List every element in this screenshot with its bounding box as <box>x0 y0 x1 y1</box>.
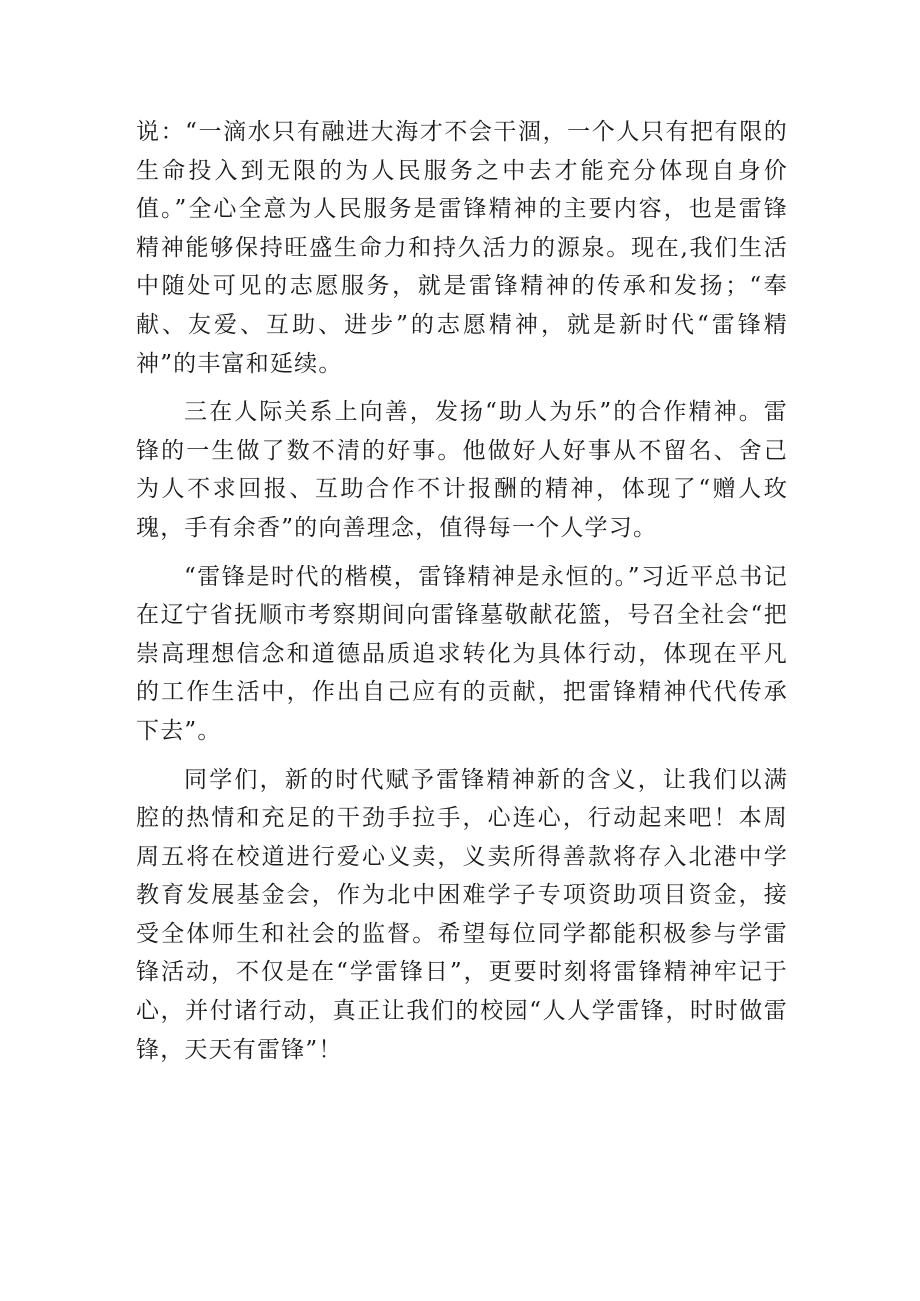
paragraph-call-to-action: 同学们，新的时代赋予雷锋精神新的含义，让我们以满腔的热情和充足的干劲手拉手，心连心，行动起来吧！本周周五将在校道进行爱心义卖，义卖所得善款将存入北港中学教育发展基金会，作为北中困难学子专项资助项目资金，接受全体师生和社会的监督。希望每位同学都能积极参与学雷锋活动，不仅是在“学雷锋日”，更要时刻将雷锋精神牢记于心，并付诸行动，真正让我们的校园“人人学雷锋，时时做雷锋，天天有雷锋”！ <box>136 766 788 1063</box>
paragraph-interpersonal: 三在人际关系上向善，发扬“助人为乐”的合作精神。雷锋的一生做了数不清的好事。他做好人好事从不留名、舍己为人不求回报、互助合作不计报酬的精神，体现了“赠人玫瑰，手有余香”的向善理念，值得每一个人学习。 <box>136 399 788 541</box>
paragraph-xi-quote: “雷锋是时代的楷模，雷锋精神是永恒的。”习近平总书记在辽宁省抚顺市考察期间向雷锋墓敬献花篮，号召全社会“把崇高理想信念和道德品质追求转化为具体行动，体现在平凡的工作生活中，作出自己应有的贡献，把雷锋精神代代传承下去”。 <box>136 563 788 744</box>
document-body <box>136 113 788 1079</box>
paragraph-continuation: 说：“一滴水只有融进大海才不会干涸，一个人只有把有限的生命投入到无限的为人民服务之中去才能充分体现自身价值。”全心全意为人民服务是雷锋精神的主要内容，也是雷锋精神能够保持旺盛生命力和持久活力的源泉。现在,我们生活中随处可见的志愿服务，就是雷锋精神的传承和发扬；“奉献、友爱、互助、进步”的志愿精神，就是新时代“雷锋精神”的丰富和延续。 <box>136 119 788 377</box>
